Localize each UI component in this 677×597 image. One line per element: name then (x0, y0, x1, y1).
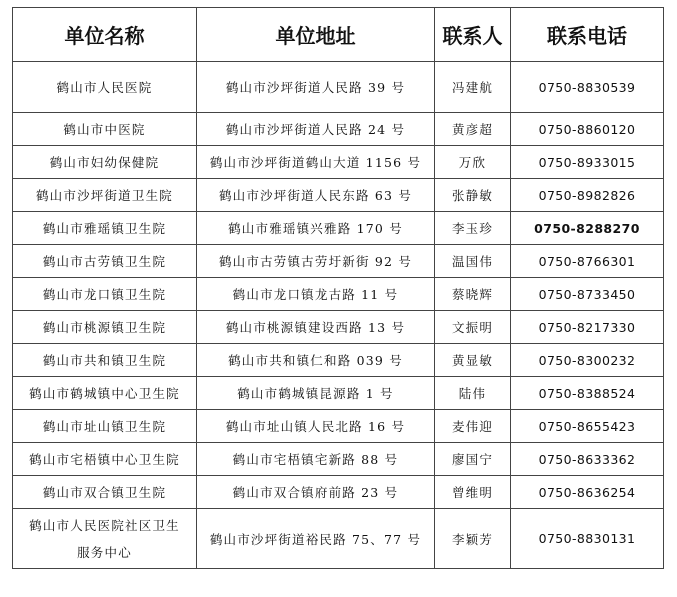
unit-address: 鹤山市址山镇人民北路 16 号 (197, 410, 435, 443)
table-row (13, 212, 664, 245)
contact-phone: 0750-8636254 (511, 476, 664, 509)
unit-address: 鹤山市鹤城镇昆源路 1 号 (197, 377, 435, 410)
contact-person: 万欣 (435, 146, 511, 179)
unit-name-line-2: 服务中心 (77, 544, 132, 560)
unit-name: 鹤山市桃源镇卫生院 (13, 311, 197, 344)
contact-phone: 0750-8766301 (511, 245, 664, 278)
unit-address: 鹤山市沙坪街道鹤山大道 1156 号 (197, 146, 435, 179)
unit-address: 鹤山市沙坪街道人民路 39 号 (197, 62, 435, 113)
table-row (13, 146, 664, 179)
contact-person: 蔡晓辉 (435, 278, 511, 311)
unit-name: 鹤山市沙坪街道卫生院 (13, 179, 197, 212)
unit-name: 鹤山市龙口镇卫生院 (13, 278, 197, 311)
contact-phone: 0750-8933015 (511, 146, 664, 179)
unit-name: 鹤山市人民医院 (13, 62, 197, 113)
unit-name-line-1: 鹤山市人民医院社区卫生 (29, 517, 180, 533)
contact-person: 麦伟迎 (435, 410, 511, 443)
contact-person: 冯建航 (435, 62, 511, 113)
unit-address: 鹤山市沙坪街道裕民路 75、77 号 (197, 509, 435, 569)
table-row (13, 410, 664, 443)
unit-name: 鹤山市双合镇卫生院 (13, 476, 197, 509)
contact-person: 张静敏 (435, 179, 511, 212)
table-row (13, 113, 664, 146)
header-row (13, 8, 664, 62)
contact-phone: 0750-8655423 (511, 410, 664, 443)
contact-person: 陆伟 (435, 377, 511, 410)
unit-address: 鹤山市双合镇府前路 23 号 (197, 476, 435, 509)
contact-person: 李颖芳 (435, 509, 511, 569)
contact-phone: 0750-8288270 (511, 212, 664, 245)
header-contact-phone: 联系电话 (511, 8, 664, 62)
contact-phone: 0750-8300232 (511, 344, 664, 377)
unit-name: 鹤山市址山镇卫生院 (13, 410, 197, 443)
table-row (13, 278, 664, 311)
unit-address: 鹤山市沙坪街道人民东路 63 号 (197, 179, 435, 212)
unit-address: 鹤山市桃源镇建设西路 13 号 (197, 311, 435, 344)
contact-phone: 0750-8633362 (511, 443, 664, 476)
unit-name: 鹤山市中医院 (13, 113, 197, 146)
header-unit-name: 单位名称 (13, 8, 197, 62)
table-row (13, 179, 664, 212)
unit-name: 鹤山市古劳镇卫生院 (13, 245, 197, 278)
contact-person: 黄显敏 (435, 344, 511, 377)
unit-address: 鹤山市宅梧镇宅新路 88 号 (197, 443, 435, 476)
header-contact-person: 联系人 (435, 8, 511, 62)
table-row (13, 509, 664, 569)
contact-person: 黄彦超 (435, 113, 511, 146)
contact-person: 温国伟 (435, 245, 511, 278)
unit-name: 鹤山市妇幼保健院 (13, 146, 197, 179)
unit-address: 鹤山市古劳镇古劳圩新街 92 号 (197, 245, 435, 278)
table-row (13, 245, 664, 278)
unit-name: 鹤山市鹤城镇中心卫生院 (13, 377, 197, 410)
table-row (13, 443, 664, 476)
unit-name: 鹤山市共和镇卫生院 (13, 344, 197, 377)
table-row (13, 377, 664, 410)
contact-person: 文振明 (435, 311, 511, 344)
unit-name: 鹤山市宅梧镇中心卫生院 (13, 443, 197, 476)
unit-address: 鹤山市龙口镇龙古路 11 号 (197, 278, 435, 311)
contact-phone: 0750-8733450 (511, 278, 664, 311)
table-row (13, 476, 664, 509)
table-row (13, 62, 664, 113)
contact-phone: 0750-8982826 (511, 179, 664, 212)
unit-address: 鹤山市共和镇仁和路 039 号 (197, 344, 435, 377)
contact-phone: 0750-8830539 (511, 62, 664, 113)
unit-name (13, 509, 197, 569)
unit-name: 鹤山市雅瑶镇卫生院 (13, 212, 197, 245)
table-row (13, 311, 664, 344)
header-unit-address: 单位地址 (197, 8, 435, 62)
contact-person: 廖国宁 (435, 443, 511, 476)
contact-phone: 0750-8860120 (511, 113, 664, 146)
contact-phone: 0750-8388524 (511, 377, 664, 410)
table-row (13, 344, 664, 377)
contact-phone: 0750-8830131 (511, 509, 664, 569)
contact-person: 曾维明 (435, 476, 511, 509)
contact-table (12, 7, 664, 569)
contact-person: 李玉珍 (435, 212, 511, 245)
unit-address: 鹤山市沙坪街道人民路 24 号 (197, 113, 435, 146)
contact-phone: 0750-8217330 (511, 311, 664, 344)
unit-address: 鹤山市雅瑶镇兴雅路 170 号 (197, 212, 435, 245)
